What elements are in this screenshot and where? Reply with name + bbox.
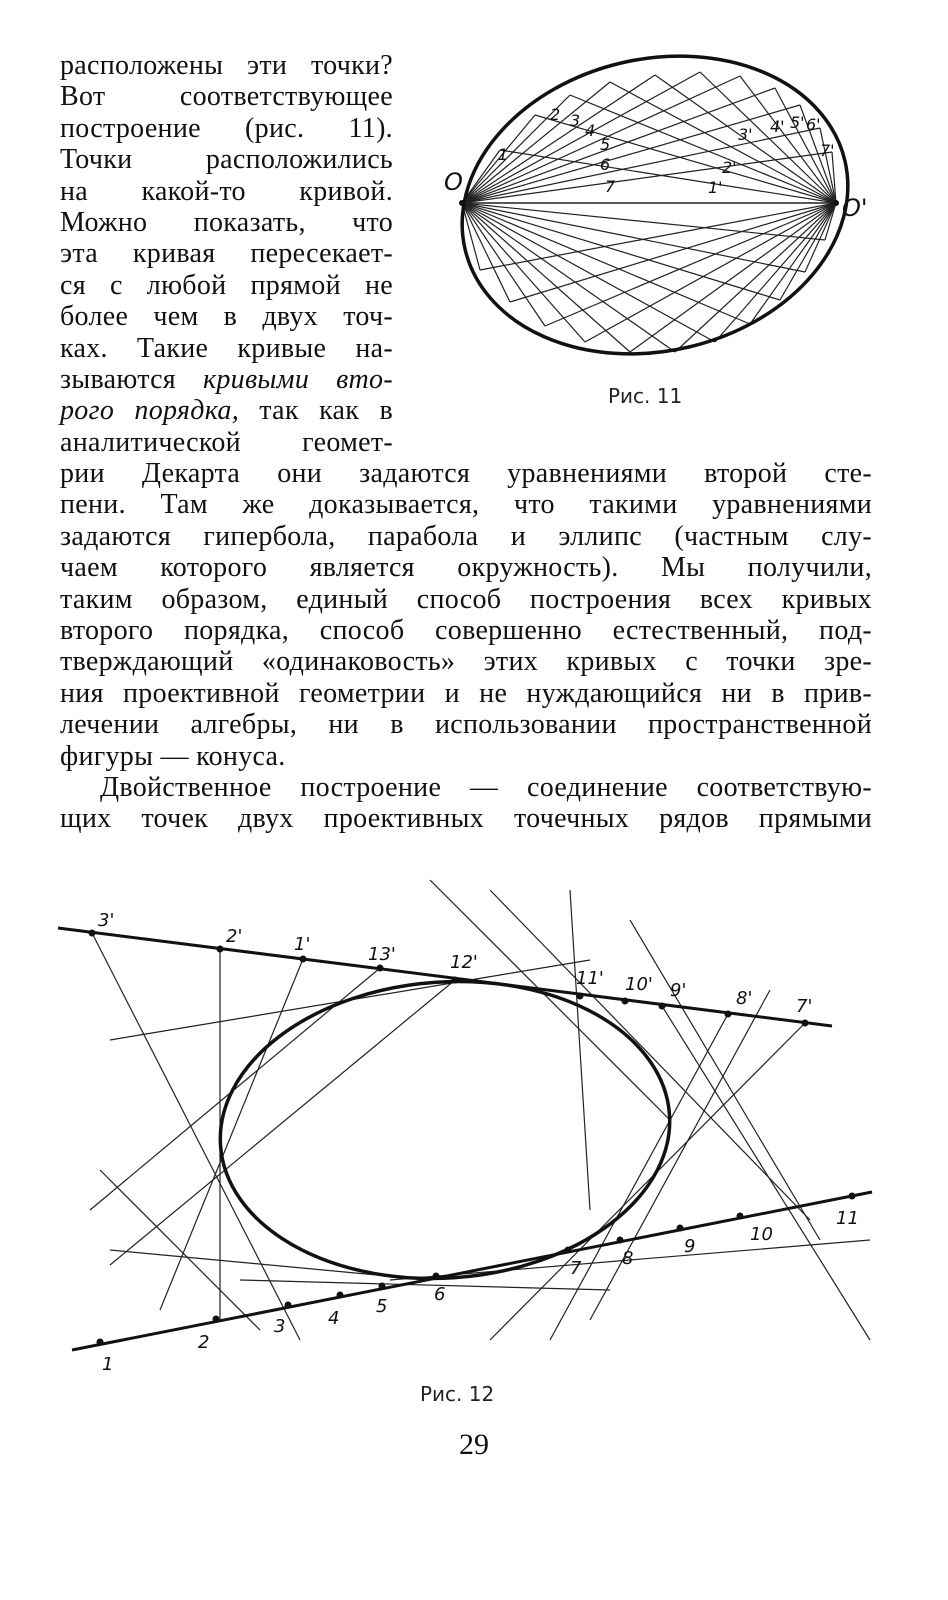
text-line: Вот соответствующее [60, 81, 393, 113]
narrow-paragraph [60, 50, 393, 458]
fig12-label: 6 [434, 1284, 446, 1305]
fig11-label: 7 [605, 177, 616, 196]
text-line: тверждающий «одинаковость» этих кривых с точки зре- [60, 646, 872, 678]
fig12-point [452, 977, 459, 984]
fig11-ray [462, 203, 750, 324]
fig12-label: 8 [622, 1248, 634, 1269]
fig12-point [213, 1316, 220, 1323]
fig11-ray [585, 203, 836, 342]
text-line: более чем в двух точ- [60, 301, 393, 333]
fig12-label: 9 [684, 1236, 696, 1257]
text-line: аналитической геомет- [60, 426, 393, 458]
fig12-label: 9' [670, 980, 687, 1001]
fig12-point [300, 956, 307, 963]
fig12-point [677, 1225, 684, 1232]
fig11-label: 6' [806, 115, 821, 134]
text-line: задаются гипербола, парабола и эллипс (частным слу- [60, 520, 872, 552]
fig12-label: 1 [102, 1354, 114, 1375]
fig11-ray [462, 203, 715, 342]
text-line: на какой-то кривой. [60, 175, 393, 207]
fig12-point [337, 1292, 344, 1299]
figure-11-caption: Рис. 11 [608, 384, 683, 408]
fig11-label: 7' [820, 141, 835, 160]
fig11-ray [462, 203, 630, 352]
fig12-label: 11 [836, 1208, 859, 1229]
fig12-label: 8' [736, 988, 753, 1009]
fig12-point [97, 1339, 104, 1346]
fig11-ray [462, 75, 655, 203]
fig11-label: 2' [722, 158, 737, 177]
text-line: второго порядка, способ совершенно естественный, под- [60, 615, 872, 647]
text-line: фигуры — конуса. [60, 740, 286, 772]
text-line: ся с любой прямой не [60, 269, 393, 301]
text-line: пени. Там же доказывается, что такими уравнениями [60, 489, 872, 521]
fig11-ray [462, 203, 545, 326]
fig12-tangent [630, 920, 820, 1240]
fig12-label: 7 [570, 1258, 582, 1279]
text-fragment: зываются [60, 364, 176, 396]
fig12-tangent [92, 933, 300, 1340]
fig12-tangent [550, 1014, 728, 1340]
fig11-label: 6 [600, 155, 611, 174]
italic-term: кривыми вто- [202, 364, 393, 396]
fig12-point [725, 1011, 732, 1018]
fig11-label: 1' [708, 178, 723, 197]
fig12-label: 2' [226, 926, 243, 947]
fig12-tangent-lines [90, 880, 870, 1340]
fig11-point-o-prime [833, 200, 839, 206]
fig11-label: 3 [570, 111, 581, 130]
fig12-point [285, 1302, 292, 1309]
text-line-with-term [60, 364, 393, 395]
text-line: Можно показать, что [60, 207, 393, 239]
fig11-label: 4' [770, 117, 785, 136]
fig12-label: 4 [328, 1308, 340, 1329]
fig12-tangent [490, 1023, 805, 1340]
fig11-label-o: O [444, 168, 463, 196]
fig12-label: 10 [750, 1224, 773, 1245]
fig11-ray [462, 203, 510, 302]
text-line: лечении алгебры, ни в использовании пространственной [60, 709, 872, 741]
fig12-point [577, 993, 584, 1000]
fig12-label: 12' [450, 952, 478, 973]
fig12-label: 7' [796, 996, 813, 1017]
fig12-label: 3' [98, 910, 115, 931]
fig12-point [217, 946, 224, 953]
page-number: 29 [459, 1428, 489, 1461]
text-line: ках. Такие кривые на- [60, 332, 393, 364]
fig12-point [737, 1213, 744, 1220]
fig12-tangent [662, 1006, 870, 1340]
wide-paragraph [60, 458, 872, 835]
fig12-tangent [110, 980, 455, 1265]
text-line: эта кривая пересекает- [60, 238, 393, 270]
fig12-point [802, 1020, 809, 1027]
fig12-label: 2 [198, 1332, 210, 1353]
fig12-label: 1' [294, 934, 311, 955]
fig12-point [659, 1003, 666, 1010]
text-line-with-term [60, 395, 393, 426]
fig12-point [849, 1193, 856, 1200]
fig12-point [377, 965, 384, 972]
figure-11 [440, 40, 890, 380]
fig12-bottom-line [72, 1192, 872, 1350]
text-fragment: так как в [259, 395, 393, 427]
fig12-label: 13' [368, 944, 396, 965]
text-line: ния проективной геометрии и не нуждающийся ни в прив- [60, 677, 872, 709]
text-line: построение (рис. 11). [60, 112, 393, 144]
text-line: Точки расположились [60, 144, 393, 176]
fig12-point [379, 1283, 386, 1290]
fig12-tangent [590, 990, 770, 1320]
fig11-label: 2 [550, 105, 561, 124]
text-line: расположены эти точки? [60, 50, 393, 81]
fig12-point [89, 930, 96, 937]
text-line: Двойственное построение — соединение соответствую- [100, 772, 872, 804]
text-line: чаем которого является окружность). Мы получили, [60, 552, 872, 584]
fig11-label-o-prime: O' [842, 194, 868, 222]
fig12-top-line [58, 928, 832, 1026]
fig12-point [433, 1273, 440, 1280]
fig11-point-o [459, 200, 465, 206]
fig12-tangent [570, 890, 590, 1210]
fig11-label: 5 [600, 135, 611, 154]
fig11-label: 5' [790, 113, 805, 132]
fig11-ray [462, 203, 780, 300]
fig12-point [617, 1237, 624, 1244]
fig12-label: 3 [274, 1316, 286, 1337]
fig11-ray [462, 203, 825, 240]
figure-12-caption: Рис. 12 [420, 1382, 495, 1406]
text-line: таким образом, единый способ построения всех кривых [60, 583, 872, 615]
fig11-ray [480, 203, 836, 270]
fig12-tangent [490, 890, 813, 1220]
fig12-label: 10' [625, 974, 653, 995]
fig11-label: 1 [498, 145, 509, 164]
text-line: рии Декарта они задаются уравнениями второй сте- [60, 458, 872, 489]
fig12-point [622, 998, 629, 1005]
figure-12 [50, 870, 890, 1390]
fig11-label: 4 [585, 121, 596, 140]
fig11-ray [462, 203, 675, 352]
italic-term: рого порядка, [60, 395, 240, 427]
fig12-label: 11' [576, 968, 604, 989]
fig11-label: 3' [738, 125, 753, 144]
fig12-label: 5 [376, 1296, 388, 1317]
fig12-point [565, 1247, 572, 1254]
fig11-ray [715, 203, 836, 342]
text-line: щих точек двух проективных точечных рядов прямыми [60, 803, 872, 835]
